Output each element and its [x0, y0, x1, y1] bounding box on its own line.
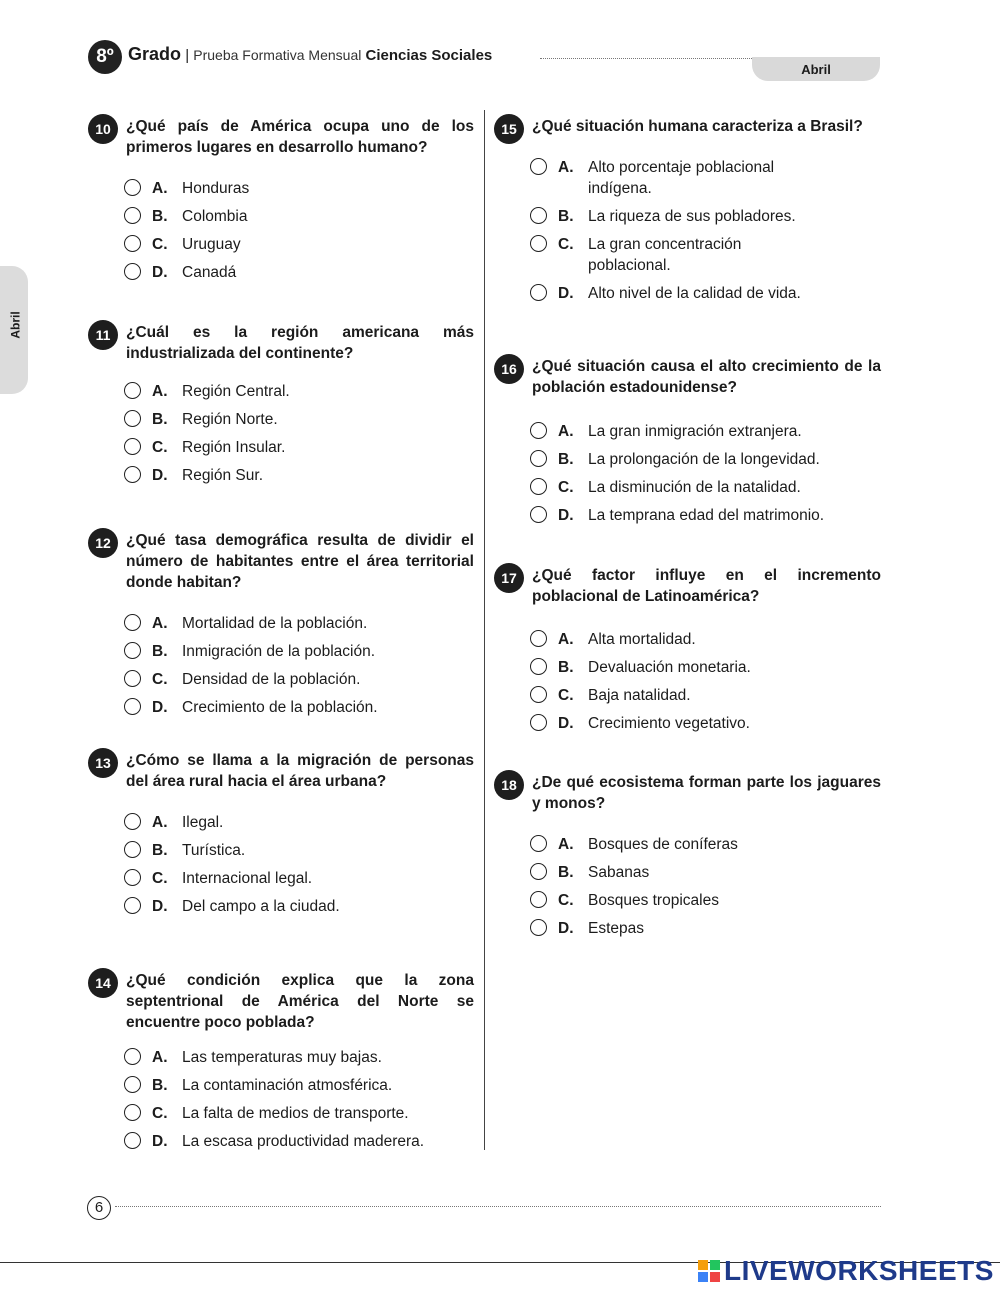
radio-button[interactable]	[530, 686, 547, 703]
radio-button[interactable]	[530, 835, 547, 852]
brand-text: LIVEWORKSHEETS	[724, 1255, 994, 1286]
radio-button[interactable]	[530, 658, 547, 675]
radio-button[interactable]	[124, 698, 141, 715]
logo-square	[698, 1260, 708, 1270]
option-d[interactable]: D. La temprana edad del matrimonio.	[530, 505, 881, 526]
question-16	[494, 356, 881, 533]
question-number-badge: 18	[494, 770, 524, 800]
radio-button[interactable]	[124, 207, 141, 224]
option-b[interactable]: B. Región Norte.	[124, 409, 474, 430]
radio-button[interactable]	[124, 235, 141, 252]
radio-button[interactable]	[530, 422, 547, 439]
question-text: ¿Qué tasa demográfica resulta de dividir el número de habitantes entre el área territorial donde habitan?	[126, 532, 474, 591]
option-d[interactable]: D. Alto nivel de la calidad de vida.	[530, 283, 881, 304]
option-b[interactable]: B. Sabanas	[530, 862, 881, 883]
radio-button[interactable]	[530, 630, 547, 647]
radio-button[interactable]	[530, 284, 547, 301]
question-text: ¿De qué ecosistema forman parte los jaguares y monos?	[532, 774, 881, 812]
option-b[interactable]: B. Turística.	[124, 840, 474, 861]
option-c[interactable]: C. La disminución de la natalidad.	[530, 477, 881, 498]
question-11	[88, 322, 474, 493]
option-a[interactable]: A. Alto porcentaje poblacional indígena.	[530, 157, 818, 199]
question-number-badge: 15	[494, 114, 524, 144]
option-d[interactable]: D. La escasa productividad maderera.	[124, 1131, 474, 1152]
question-number-badge: 16	[494, 354, 524, 384]
radio-button[interactable]	[530, 235, 547, 252]
question-text: ¿Qué situación causa el alto crecimiento de la población estadounidense?	[532, 358, 881, 396]
radio-button[interactable]	[124, 813, 141, 830]
radio-button[interactable]	[124, 466, 141, 483]
option-d[interactable]: D. Del campo a la ciudad.	[124, 896, 474, 917]
option-d[interactable]: D. Crecimiento de la población.	[124, 697, 474, 718]
option-a[interactable]: A. Mortalidad de la población.	[124, 613, 474, 634]
side-tab-label: Abril	[8, 311, 23, 339]
radio-button[interactable]	[124, 382, 141, 399]
question-number-badge: 17	[494, 563, 524, 593]
option-a[interactable]: A. Bosques de coníferas	[530, 834, 881, 855]
radio-button[interactable]	[530, 863, 547, 880]
question-number-badge: 12	[88, 528, 118, 558]
question-15	[494, 116, 881, 311]
option-b[interactable]: B. La contaminación atmosférica.	[124, 1075, 474, 1096]
option-c[interactable]: C. Baja natalidad.	[530, 685, 881, 706]
liveworksheets-brand[interactable]	[698, 1255, 994, 1287]
option-b[interactable]: B. Colombia	[124, 206, 474, 227]
radio-button[interactable]	[530, 158, 547, 175]
option-c[interactable]: C. La gran concentración poblacional.	[530, 234, 808, 276]
radio-button[interactable]	[124, 263, 141, 280]
logo-square	[710, 1260, 720, 1270]
option-d[interactable]: D. Crecimiento vegetativo.	[530, 713, 881, 734]
question-number-badge: 10	[88, 114, 118, 144]
question-text: ¿Cómo se llama a la migración de personas del área rural hacia el área urbana?	[126, 752, 474, 790]
radio-button[interactable]	[124, 642, 141, 659]
option-a[interactable]: A. Las temperaturas muy bajas.	[124, 1047, 474, 1068]
option-b[interactable]: B. La riqueza de sus pobladores.	[530, 206, 881, 227]
column-divider	[484, 110, 485, 1150]
option-d[interactable]: D. Canadá	[124, 262, 474, 283]
option-c[interactable]: C. Uruguay	[124, 234, 474, 255]
option-a[interactable]: A. La gran inmigración extranjera.	[530, 421, 881, 442]
question-text: ¿Qué condición explica que la zona septentrional de América del Norte se encuentre poco poblada?	[126, 972, 474, 1031]
radio-button[interactable]	[124, 438, 141, 455]
logo-square	[710, 1272, 720, 1282]
header-title	[128, 44, 492, 65]
option-d[interactable]: D. Estepas	[530, 918, 881, 939]
radio-button[interactable]	[124, 897, 141, 914]
question-10	[88, 116, 474, 290]
question-12	[88, 530, 474, 725]
radio-button[interactable]	[530, 891, 547, 908]
radio-button[interactable]	[530, 714, 547, 731]
month-tab: Abril	[752, 57, 880, 81]
grade-word: Grado	[128, 44, 182, 64]
radio-button[interactable]	[124, 410, 141, 427]
option-d[interactable]: D. Región Sur.	[124, 465, 474, 486]
side-month-tab	[0, 266, 28, 394]
question-text: ¿Qué país de América ocupa uno de los primeros lugares en desarrollo humano?	[126, 118, 474, 156]
question-number-badge: 13	[88, 748, 118, 778]
option-c[interactable]: C. Bosques tropicales	[530, 890, 881, 911]
grade-badge: 8º	[88, 40, 122, 74]
radio-button[interactable]	[124, 1132, 141, 1149]
test-name: Prueba Formativa Mensual	[193, 47, 362, 63]
question-number-badge: 14	[88, 968, 118, 998]
radio-button[interactable]	[530, 478, 547, 495]
radio-button[interactable]	[530, 919, 547, 936]
option-a[interactable]: A. Alta mortalidad.	[530, 629, 881, 650]
option-c[interactable]: C. Región Insular.	[124, 437, 474, 458]
question-text: ¿Cuál es la región americana más industrializada del continente?	[126, 324, 474, 362]
option-a[interactable]: A. Honduras	[124, 178, 474, 199]
radio-button[interactable]	[124, 614, 141, 631]
option-b[interactable]: B. Inmigración de la población.	[124, 641, 474, 662]
option-c[interactable]: C. Internacional legal.	[124, 868, 474, 889]
logo-square	[698, 1272, 708, 1282]
radio-button[interactable]	[530, 207, 547, 224]
option-a[interactable]: A. Ilegal.	[124, 812, 474, 833]
header-separator: |	[185, 47, 190, 64]
radio-button[interactable]	[124, 670, 141, 687]
question-17	[494, 565, 881, 741]
question-13	[88, 750, 474, 924]
radio-button[interactable]	[124, 869, 141, 886]
option-a[interactable]: A. Región Central.	[124, 381, 474, 402]
page-number: 6	[87, 1196, 111, 1220]
question-text: ¿Qué factor influye en el incremento poblacional de Latinoamérica?	[532, 567, 881, 605]
option-b[interactable]: B. La prolongación de la longevidad.	[530, 449, 881, 470]
question-number-badge: 11	[88, 320, 118, 350]
question-18	[494, 772, 881, 946]
option-c[interactable]: C. La falta de medios de transporte.	[124, 1103, 474, 1124]
radio-button[interactable]	[124, 1104, 141, 1121]
subject-name: Ciencias Sociales	[365, 47, 493, 64]
option-c[interactable]: C. Densidad de la población.	[124, 669, 474, 690]
question-14	[88, 970, 474, 1159]
radio-button[interactable]	[124, 1076, 141, 1093]
radio-button[interactable]	[530, 450, 547, 467]
liveworksheets-logo-icon	[698, 1260, 720, 1282]
radio-button[interactable]	[124, 841, 141, 858]
radio-button[interactable]	[530, 506, 547, 523]
radio-button[interactable]	[124, 179, 141, 196]
footer-dotted-line	[115, 1206, 881, 1207]
option-b[interactable]: B. Devaluación monetaria.	[530, 657, 881, 678]
radio-button[interactable]	[124, 1048, 141, 1065]
question-text: ¿Qué situación humana caracteriza a Brasil?	[532, 118, 863, 135]
